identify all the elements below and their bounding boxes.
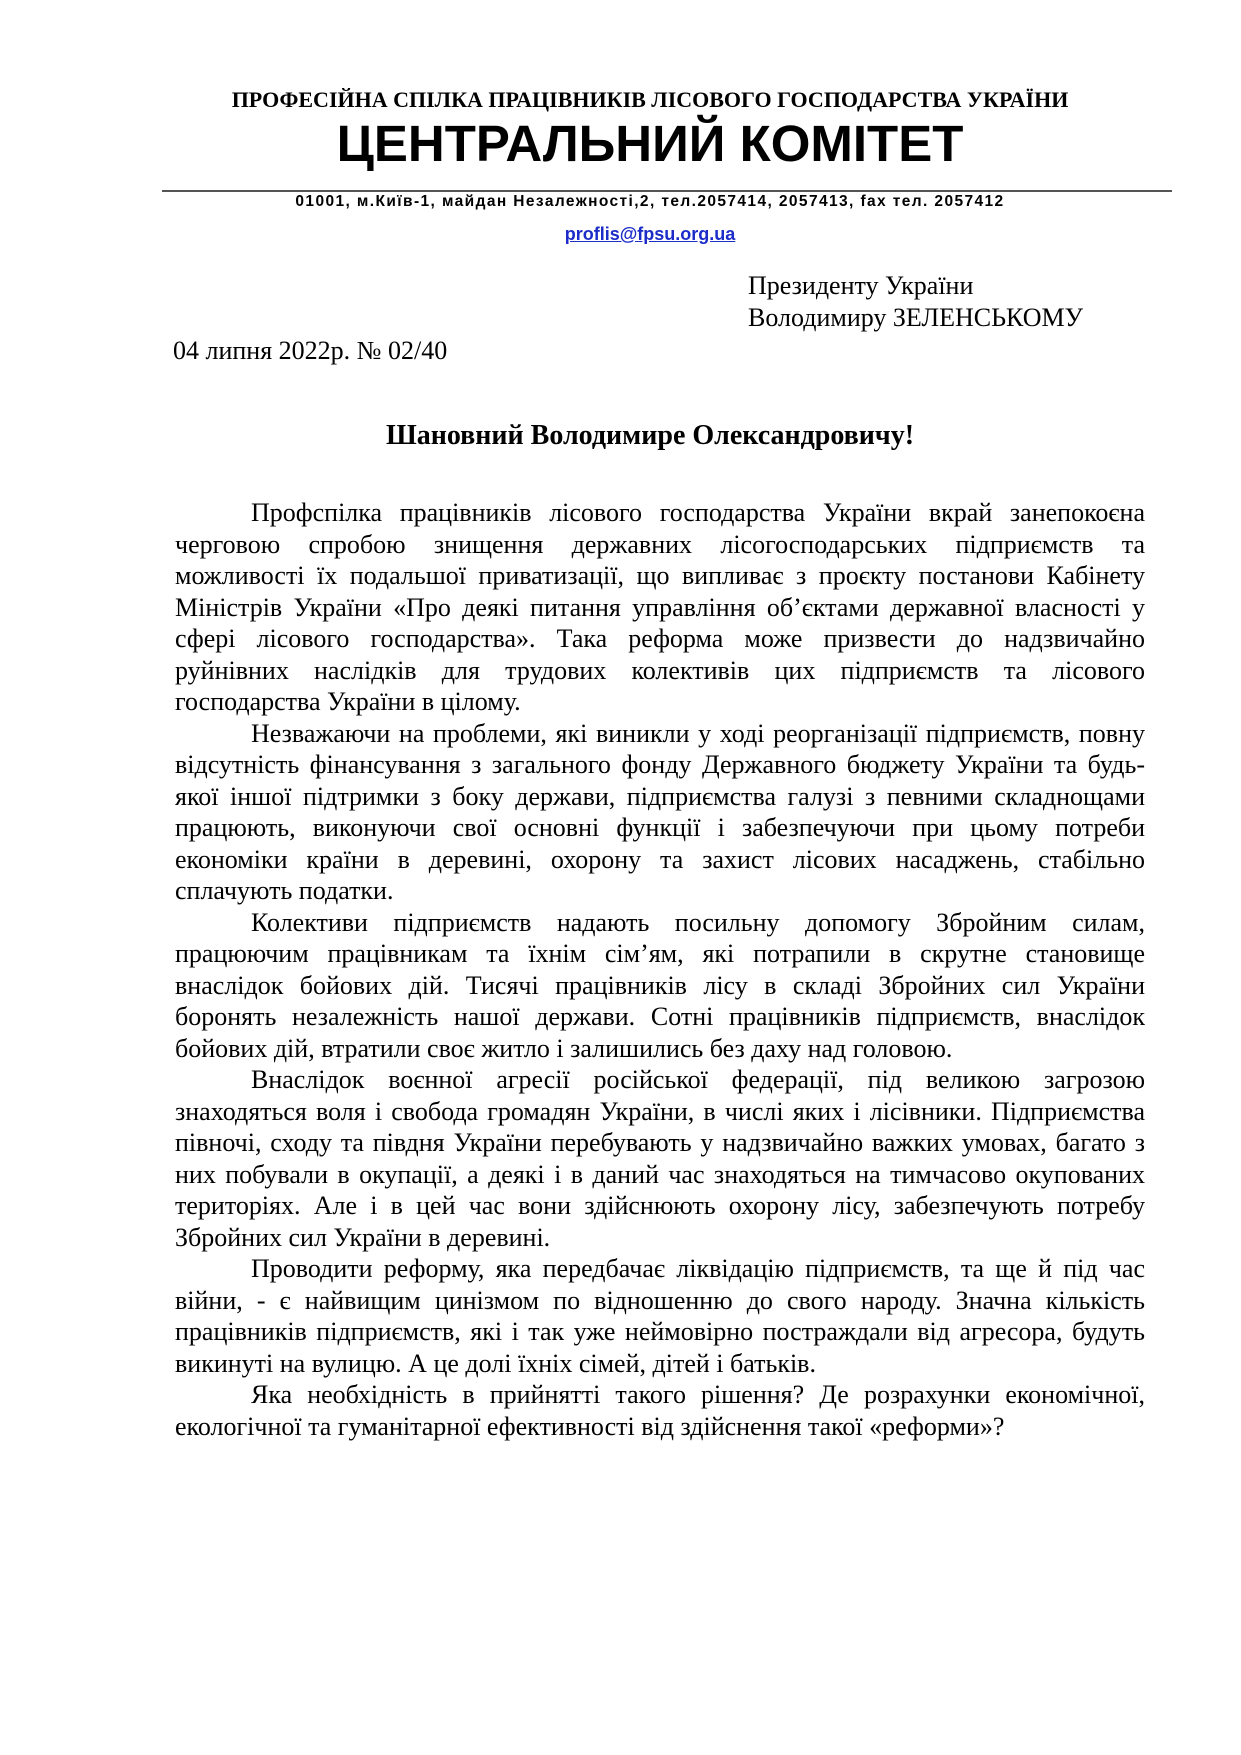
recipient-title: Президенту України <box>748 271 974 300</box>
email-link[interactable]: proflis@fpsu.org.ua <box>564 224 736 244</box>
letter-date-number: 04 липня 2022р. № 02/40 <box>173 336 448 365</box>
recipient-name: Володимиру ЗЕЛЕНСЬКОМУ <box>748 303 1084 332</box>
body-paragraph: Яка необхідність в прийнятті такого рішення? Де розрахунки економічної, екологічної та гуманітарної ефективності від здійснення такої «реформи»? <box>175 1380 1145 1441</box>
letter-body <box>175 497 1145 1442</box>
body-paragraph: Профспілка працівників лісового господарства України вкрай занепокоєна черговою спробою знищення державних лісогосподарських підприємств та можливості їх подальшої приватизації, що випливає з проєкту постанови Кабінету Міністрів України «Про деякі питання управління об’єктами державної власності у сфері лісового господарства». Така реформа може призвести до надзвичайно руйнівних наслідків для трудових колективів цих підприємств та лісового господарства України в цілому. <box>175 498 1145 716</box>
committee-title: ЦЕНТРАЛЬНИЙ КОМІТЕТ <box>336 115 964 172</box>
organization-address: 01001, м.Київ-1, майдан Незалежності,2, тел.2057414, 2057413, fax тел. 2057412 <box>295 193 1005 210</box>
salutation: Шановний Володимире Олександровичу! <box>385 420 915 451</box>
body-paragraph: Внаслідок воєнної агресії російської федерації, під великою загрозою знаходяться воля і свобода громадян України, в числі яких і лісівники. Підприємства півночі, сходу та півдня України перебувають у надзвичайно важких умовах, багато з них побували в окупації, а деякі і в даний час знаходяться на тимчасово окупованих територіях. Але і в цей час вони здійснюють охорону лісу, забезпечують потребу Збройних сил України в деревині. <box>175 1065 1145 1252</box>
body-paragraph: Проводити реформу, яка передбачає ліквідацію підприємств, та ще й під час війни, - є найвищим цинізмом по відношенню до свого народу. Значна кількість працівників підприємств, які і так уже неймовірно постраждали від агресора, будуть викинуті на вулицю. А це долі їхніх сімей, дітей і батьків. <box>175 1254 1145 1378</box>
body-paragraph: Колективи підприємств надають посильну допомогу Збройним силам, працюючим працівникам та їхнім сім’ям, які потрапили в скрутне становище внаслідок бойових дій. Тисячі працівників лісу в складі Збройних сил України боронять незалежність нашої держави. Сотні працівників підприємств, внаслідок бойових дій, втратили своє житло і залишились без даху над головою. <box>175 907 1145 1063</box>
organization-name: ПРОФЕСІЙНА СПІЛКА ПРАЦІВНИКІВ ЛІСОВОГО ГОСПОДАРСТВА УКРАЇНИ <box>231 87 1069 112</box>
body-paragraph: Незважаючи на проблеми, які виникли у ході реорганізації підприємств, повну відсутність фінансування з загального фонду Державного бюджету України та будь-якої іншої підтримки з боку держави, підприємства галузі з певними складнощами працюють, виконуючи свої основні функції і забезпечуючи при цьому потреби економіки країни в деревині, охорону та захист лісових насаджень, стабільно сплачують податки. <box>175 718 1145 905</box>
recipient-block <box>748 270 1083 334</box>
header-divider <box>162 190 1172 192</box>
